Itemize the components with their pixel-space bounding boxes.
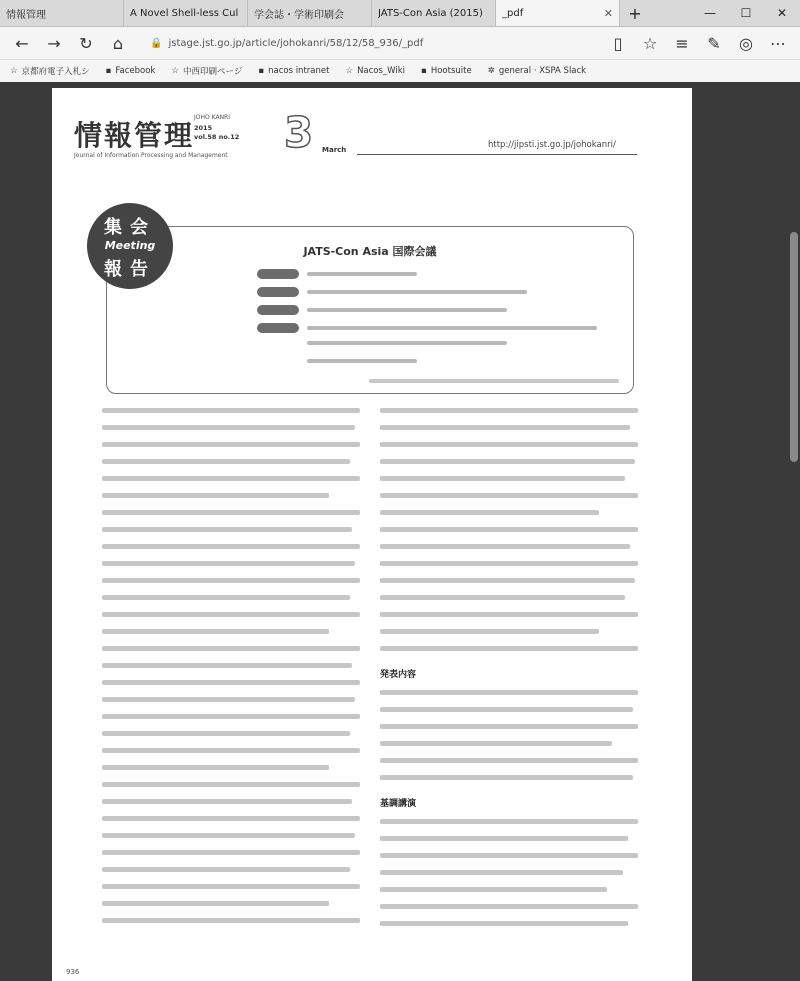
placeholder-line xyxy=(102,459,350,464)
placeholder-line xyxy=(380,476,625,481)
favorite-label: 中西印刷ページ xyxy=(182,67,243,77)
placeholder-line xyxy=(102,527,352,532)
placeholder-line xyxy=(102,901,329,906)
placeholder-line xyxy=(380,707,633,712)
placeholder-line xyxy=(102,782,360,787)
favorites-bar xyxy=(0,60,800,83)
favorite-link[interactable] xyxy=(345,66,405,76)
browser-tab[interactable] xyxy=(124,0,248,26)
address-text: jstage.jst.go.jp/article/johokanri/58/12/58_936/_pdf xyxy=(168,37,424,49)
favorite-link[interactable] xyxy=(421,66,472,76)
web-note-icon[interactable]: ✎ xyxy=(707,33,721,53)
share-icon[interactable]: ◎ xyxy=(739,33,753,53)
placeholder-line xyxy=(380,758,638,763)
placeholder-line xyxy=(380,561,638,566)
favorite-label: Nacos_Wiki xyxy=(357,66,406,76)
placeholder-line xyxy=(102,867,350,872)
placeholder-line xyxy=(307,308,507,312)
tab-label: 学会誌・学術印刷会 xyxy=(254,9,344,21)
star-icon: ☆ xyxy=(171,66,179,76)
meta-label-pill xyxy=(257,287,299,297)
journal-year-volume xyxy=(194,124,239,142)
placeholder-line xyxy=(380,629,599,634)
favorite-label: general · XSPA Slack xyxy=(498,66,587,76)
placeholder-line xyxy=(380,646,638,651)
minimize-icon[interactable]: — xyxy=(704,6,716,20)
placeholder-line xyxy=(380,904,638,909)
placeholder-line xyxy=(380,595,625,600)
meeting-meta-row xyxy=(307,341,507,345)
maximize-icon[interactable]: ☐ xyxy=(740,6,752,20)
placeholder-line xyxy=(380,510,599,515)
meeting-info-box xyxy=(104,217,634,394)
tab-bar xyxy=(0,0,800,27)
badge-text-mid: Meeting xyxy=(104,239,156,252)
tab-label: JATS-Con Asia (2015) xyxy=(378,7,483,19)
placeholder-line xyxy=(102,816,360,821)
meta-label-pill xyxy=(257,305,299,315)
placeholder-line xyxy=(380,527,638,532)
placeholder-line xyxy=(380,425,630,430)
placeholder-line xyxy=(102,765,329,770)
favorite-link[interactable] xyxy=(488,66,586,76)
section-heading: 基調講演 xyxy=(380,799,417,809)
badge-text-bottom: 報告 xyxy=(104,259,156,280)
star-icon: ☆ xyxy=(10,66,18,76)
placeholder-line xyxy=(102,442,360,447)
placeholder-line xyxy=(102,850,360,855)
more-icon[interactable]: ⋯ xyxy=(770,33,786,53)
placeholder-line xyxy=(307,290,527,294)
favorite-label: nacos intranet xyxy=(268,66,330,76)
favorite-label: 京都府電子入札シ xyxy=(21,67,90,77)
column-right-bottom xyxy=(380,819,638,926)
hub-icon[interactable]: ≡ xyxy=(675,33,689,53)
placeholder-line xyxy=(380,612,638,617)
address-bar[interactable] xyxy=(142,32,594,54)
issue-month: March xyxy=(322,146,347,154)
favorite-link[interactable] xyxy=(106,66,156,76)
article-column-left xyxy=(102,408,360,935)
placeholder-line xyxy=(102,510,360,515)
meeting-meta-row xyxy=(307,359,417,363)
meeting-meta-row xyxy=(257,269,417,279)
placeholder-line xyxy=(102,680,360,685)
placeholder-line xyxy=(380,921,628,926)
meeting-meta-row xyxy=(257,323,597,333)
placeholder-line xyxy=(380,544,630,549)
window-controls xyxy=(692,0,800,26)
journal-subtitle: Journal of Information Processing and Management xyxy=(74,152,228,159)
placeholder-line xyxy=(307,341,507,345)
placeholder-line xyxy=(102,629,329,634)
tab-label: A Novel Shell-less Cul xyxy=(130,7,239,19)
journal-title: 情報管理 xyxy=(74,119,195,152)
section-heading: 発表内容 xyxy=(380,670,417,680)
placeholder-line xyxy=(102,884,360,889)
tab-label: 情報管理 xyxy=(6,9,46,21)
placeholder-line xyxy=(102,799,352,804)
placeholder-line xyxy=(102,833,355,838)
navigation-bar xyxy=(0,27,800,60)
placeholder-line xyxy=(380,775,633,780)
favorite-star-icon[interactable]: ☆ xyxy=(642,33,658,53)
placeholder-line xyxy=(102,425,355,430)
pdf-viewer[interactable] xyxy=(0,82,800,981)
placeholder-line xyxy=(380,493,638,498)
placeholder-line xyxy=(102,595,350,600)
back-icon[interactable]: ← xyxy=(15,33,29,53)
slack-icon: ✲ xyxy=(487,66,495,76)
placeholder-line xyxy=(380,408,638,413)
reading-view-icon[interactable]: ▯ xyxy=(613,33,623,53)
placeholder-line xyxy=(102,561,355,566)
placeholder-line xyxy=(102,714,360,719)
meeting-meta-row xyxy=(257,287,527,297)
placeholder-line xyxy=(380,459,635,464)
site-icon: ▪ xyxy=(258,66,265,76)
tab-label: _pdf xyxy=(502,7,524,19)
placeholder-line xyxy=(380,442,638,447)
placeholder-line xyxy=(380,724,638,729)
placeholder-line xyxy=(307,359,417,363)
journal-volume: vol.58 no.12 xyxy=(194,133,240,141)
placeholder-line xyxy=(380,836,628,841)
placeholder-line xyxy=(380,870,623,875)
refresh-icon[interactable]: ↻ xyxy=(79,33,93,53)
placeholder-line xyxy=(102,476,360,481)
meta-label-pill xyxy=(257,323,299,333)
hootsuite-icon: ▪ xyxy=(421,66,427,76)
placeholder-line xyxy=(307,326,597,330)
home-icon[interactable]: ⌂ xyxy=(112,33,124,53)
journal-roman-title: JOHO KANRI xyxy=(194,114,230,121)
placeholder-line xyxy=(102,748,360,753)
scrollbar-thumb[interactable] xyxy=(790,232,798,462)
issue-number: 3 xyxy=(284,108,314,157)
favorite-link[interactable] xyxy=(258,66,329,76)
favorite-link[interactable] xyxy=(10,65,90,77)
meta-label-pill xyxy=(257,269,299,279)
placeholder-line xyxy=(102,663,352,668)
pdf-page xyxy=(52,88,692,981)
browser-tab[interactable] xyxy=(248,0,372,26)
browser-tab-active[interactable] xyxy=(496,0,620,26)
placeholder-line xyxy=(380,578,635,583)
column-right-mid xyxy=(380,690,638,780)
placeholder-line xyxy=(102,646,360,651)
badge-text-top: 集会 xyxy=(104,217,156,238)
placeholder-line xyxy=(102,408,360,413)
placeholder-line xyxy=(102,493,329,498)
placeholder-line xyxy=(380,741,612,746)
header-rule xyxy=(357,154,637,155)
placeholder-line xyxy=(380,690,638,695)
favorite-label: Facebook xyxy=(115,66,156,76)
placeholder-line xyxy=(380,887,607,892)
placeholder-line xyxy=(380,819,638,824)
browser-tab[interactable] xyxy=(372,0,496,26)
new-tab-button[interactable]: + xyxy=(628,3,642,23)
column-right-top xyxy=(380,408,638,651)
star-icon: ☆ xyxy=(345,66,354,76)
journal-url[interactable]: http://jipsti.jst.go.jp/johokanri/ xyxy=(488,140,616,150)
lock-icon: 🔒 xyxy=(150,37,163,49)
placeholder-line xyxy=(102,578,360,583)
page-number: 936 xyxy=(66,968,80,976)
favorite-link[interactable] xyxy=(171,65,242,77)
close-window-icon[interactable]: ✕ xyxy=(776,6,788,20)
placeholder-line xyxy=(102,612,360,617)
browser-tab[interactable] xyxy=(0,0,124,26)
forward-icon[interactable]: → xyxy=(47,33,61,53)
placeholder-line xyxy=(307,272,417,276)
placeholder-line xyxy=(102,697,355,702)
meeting-meta-row xyxy=(257,305,507,315)
article-column-right xyxy=(380,408,638,938)
facebook-icon: ▪ xyxy=(105,66,112,76)
close-tab-icon[interactable]: ✕ xyxy=(603,6,613,20)
citation-placeholder xyxy=(369,379,619,383)
placeholder-line xyxy=(380,853,638,858)
meeting-title: JATS-Con Asia 国際会議 xyxy=(303,245,437,258)
placeholder-line xyxy=(102,544,360,549)
placeholder-line xyxy=(102,731,350,736)
journal-year: 2015 xyxy=(194,124,213,132)
favorite-label: Hootsuite xyxy=(430,66,472,76)
placeholder-line xyxy=(102,918,360,923)
